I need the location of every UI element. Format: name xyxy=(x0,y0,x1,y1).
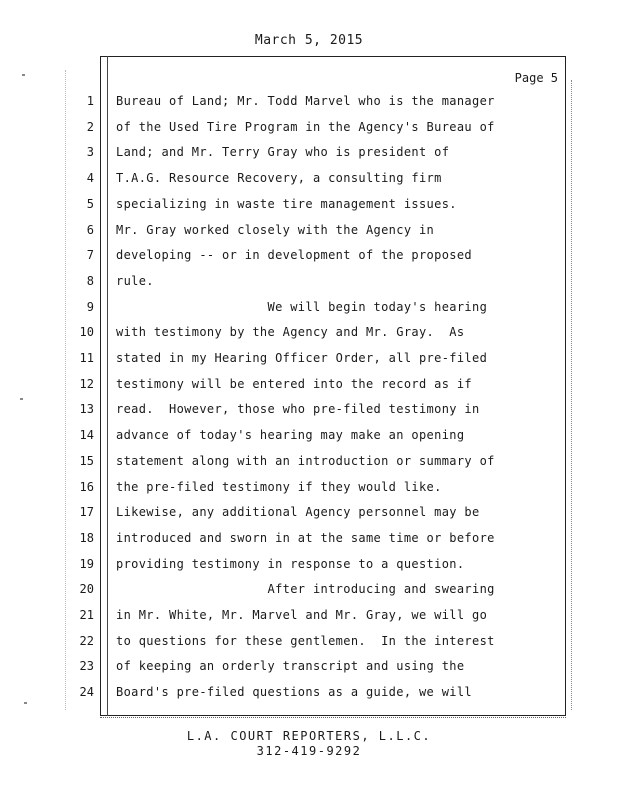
line-text: in Mr. White, Mr. Marvel and Mr. Gray, we will go xyxy=(116,608,488,622)
line-text: with testimony by the Agency and Mr. Gray. As xyxy=(116,325,465,339)
line-number: 12 xyxy=(79,377,94,391)
scan-speck xyxy=(20,398,23,400)
line-text: Land; and Mr. Terry Gray who is president of xyxy=(116,145,450,159)
line-number: 13 xyxy=(79,402,94,416)
line-text: providing testimony in response to a question. xyxy=(116,557,465,571)
bottom-rule xyxy=(100,717,566,718)
line-text: specializing in waste tire management issues. xyxy=(116,197,457,211)
line-number: 6 xyxy=(86,223,94,237)
line-text: read. However, those who pre-filed testimony in xyxy=(116,402,480,416)
line-text: advance of today's hearing may make an opening xyxy=(116,428,465,442)
line-number: 1 xyxy=(86,94,94,108)
line-number: 19 xyxy=(79,557,94,571)
header-date: March 5, 2015 xyxy=(254,33,364,48)
right-margin-guide xyxy=(571,80,572,710)
line-number: 7 xyxy=(86,248,94,262)
line-text: the pre-filed testimony if they would like. xyxy=(116,480,442,494)
line-text: rule. xyxy=(116,274,154,288)
footer-phone: 312-419-9292 xyxy=(256,744,362,758)
line-number: 8 xyxy=(86,274,94,288)
scan-speck xyxy=(22,74,25,76)
line-number: 2 xyxy=(86,120,94,134)
line-number: 20 xyxy=(79,582,94,596)
line-number-divider xyxy=(107,56,108,716)
line-number: 16 xyxy=(79,480,94,494)
line-number: 24 xyxy=(79,685,94,699)
line-text: of keeping an orderly transcript and using the xyxy=(116,659,465,673)
line-number: 18 xyxy=(79,531,94,545)
page-label: Page 5 xyxy=(514,71,558,85)
line-number: 17 xyxy=(79,505,94,519)
line-text: Bureau of Land; Mr. Todd Marvel who is the manager xyxy=(116,94,495,108)
line-number: 5 xyxy=(86,197,94,211)
scan-speck xyxy=(24,702,27,704)
line-number: 15 xyxy=(79,454,94,468)
line-number: 22 xyxy=(79,634,94,648)
line-text: T.A.G. Resource Recovery, a consulting firm xyxy=(116,171,442,185)
line-number: 23 xyxy=(79,659,94,673)
left-margin-guide xyxy=(65,70,66,710)
line-text: statement along with an introduction or summary of xyxy=(116,454,495,468)
line-number: 10 xyxy=(79,325,94,339)
line-number: 4 xyxy=(86,171,94,185)
line-text: We will begin today's hearing xyxy=(116,300,488,314)
line-text: to questions for these gentlemen. In the interest xyxy=(116,634,495,648)
line-number: 9 xyxy=(86,300,94,314)
line-number: 14 xyxy=(79,428,94,442)
line-text: introduced and sworn in at the same time or before xyxy=(116,531,495,545)
line-text: developing -- or in development of the proposed xyxy=(116,248,473,262)
line-text: stated in my Hearing Officer Order, all pre-filed xyxy=(116,351,488,365)
line-text: Likewise, any additional Agency personnel may be xyxy=(116,505,480,519)
line-text: Board's pre-filed questions as a guide, we will xyxy=(116,685,473,699)
line-number: 11 xyxy=(79,351,94,365)
line-text: Mr. Gray worked closely with the Agency in xyxy=(116,223,435,237)
footer-company: L.A. COURT REPORTERS, L.L.C. xyxy=(186,729,432,743)
line-number: 21 xyxy=(79,608,94,622)
line-text: testimony will be entered into the record as if xyxy=(116,377,473,391)
line-number: 3 xyxy=(86,145,94,159)
line-text: of the Used Tire Program in the Agency's Bureau of xyxy=(116,120,495,134)
line-text: After introducing and swearing xyxy=(116,582,495,596)
